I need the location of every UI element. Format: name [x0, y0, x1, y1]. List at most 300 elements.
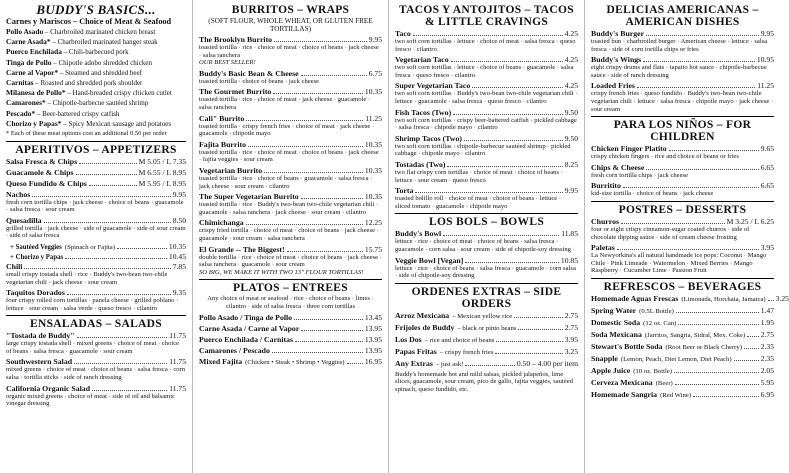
menu-item-name: Loaded Fries [591, 81, 635, 91]
menu-item-desc: toasted tortilla · rice · choice of meat · choice of beans · jack cheese · fajita veggies · sour cream [199, 148, 379, 164]
dot-leader [294, 313, 363, 320]
menu-item [199, 218, 382, 242]
menu-item-name: Veggie Bowl [Vegan] [395, 255, 464, 265]
menu-item-name: Soda Mexicana [591, 329, 642, 339]
menu-item-line [6, 357, 186, 366]
menu-item-note: (Limonada, Horchata, Jamaica) [681, 295, 766, 303]
menu-item [395, 229, 578, 253]
dot-leader [76, 168, 137, 175]
menu-item-line [199, 218, 382, 227]
menu-item [591, 181, 774, 198]
menu-item-name: Puerco Enchilada / Carnitas [199, 335, 294, 345]
menu-item-name: Chicken Finger Platito [591, 144, 667, 154]
dot-leader [693, 390, 759, 397]
beverages-title: REFRESCOS – BEVERAGES [603, 280, 762, 293]
menu-item-price: 10.35 [364, 165, 382, 175]
menu-item-name: Shrimp Tacos (Two) [395, 133, 463, 143]
menu-item-line [591, 366, 774, 376]
basics-list [6, 27, 186, 129]
menu-item-name: Domestic Soda [591, 317, 641, 327]
dot-leader [637, 81, 755, 88]
menu-item [199, 313, 382, 322]
dot-leader [248, 140, 363, 147]
divider [395, 213, 578, 214]
menu-item-name: Any Extras [395, 358, 433, 368]
menu-item-price: 11.25 [757, 81, 774, 91]
basics-item [6, 98, 186, 108]
dot-leader [32, 190, 170, 197]
dot-leader [264, 166, 363, 173]
menu-item-name: Homemade Sangria [591, 389, 658, 399]
dot-leader [301, 192, 363, 199]
menu-item-price: 9.50 [564, 133, 578, 143]
menu-item-price: 13.95 [364, 346, 382, 356]
menu-item-price: 16.95 [364, 357, 382, 367]
divider [395, 283, 578, 284]
basics-item-desc: – Spicy Mexican sausage and potatoes [61, 119, 172, 128]
menu-item-line [199, 69, 382, 78]
menu-item-note: OUR BEST SELLER! [199, 59, 256, 67]
menu-item-line [591, 390, 774, 400]
basics-item-name: Tinga de Pollo [6, 57, 52, 67]
menu-item-line [591, 55, 774, 64]
dot-leader [734, 354, 759, 361]
menu-item-line [6, 262, 186, 271]
menu-item-line [591, 243, 774, 252]
dot-leader [79, 157, 136, 164]
dot-leader [24, 262, 170, 269]
menu-item-price: 11.75 [169, 331, 186, 341]
menu-item-desc: mixed greens · choice of meat · choice of beans · salsa fresca · corn salsa · tortilla sticks · side of ranch dressing [6, 366, 186, 382]
menu-item-line [591, 378, 774, 388]
menu-item-note: SO BIG, WE MAKE IT WITH TWO 13" FLOUR TORTILLAS! [199, 268, 364, 276]
menu-item-desc: double tortilla · rice · choice of meat · choice of beans · jack cheese · salsa ranchera · guacamole · sour cream [199, 253, 382, 269]
menu-item-line [591, 181, 774, 190]
menu-item-line [395, 229, 578, 238]
menu-item-desc: toasted tortilla · choice of beans · jack cheese [199, 77, 320, 85]
menu-item [591, 81, 774, 113]
menu-item-note: (Lemon, Peach, Diet Lemon, Diet Peach) [620, 355, 732, 363]
menu-item-name: Papas Fritas [395, 346, 437, 356]
menu-item-name: Vegetarian Taco [395, 55, 449, 65]
menu-item-line [199, 324, 382, 333]
menu-item-price: 0.50 – 4.00 per item [516, 358, 578, 368]
children-list [591, 144, 774, 198]
menu-item-note: (Beer) [655, 379, 673, 387]
salads-title: ENSALADAS – SALADS [30, 318, 162, 331]
menu-item-note: – black or pinto beans [457, 324, 517, 332]
menu-item [199, 69, 382, 86]
dot-leader [646, 163, 758, 170]
divider [199, 279, 382, 280]
dot-leader [89, 179, 137, 186]
menu-item-price: 3.25 [775, 293, 789, 303]
basics-item-name: Carne Asada* [6, 37, 51, 47]
platos-title: PLATOS – ENTREES [233, 282, 348, 295]
menu-item-price: 6.65 [760, 162, 774, 172]
menu-item-line [199, 87, 382, 96]
menu-item-desc: large crispy tostada shell · mixed greens · choice of meat · choice of beans · salsa fresca · guacamole · sour cream [6, 340, 180, 355]
menu-item-name: The Brooklyn Burrito [199, 35, 273, 44]
dot-leader [675, 378, 759, 385]
menu-item-name: Buddy's Burger [591, 29, 645, 38]
basics-item-name: Carnitas [6, 78, 34, 88]
dot-leader [347, 357, 363, 364]
dot-leader [447, 160, 562, 167]
menu-item-line [591, 306, 774, 316]
menu-item [395, 323, 578, 333]
dot-leader [44, 216, 171, 223]
dot-leader [92, 384, 167, 391]
menu-item [6, 262, 186, 286]
dot-leader [676, 306, 759, 313]
menu-item-price: 9.95 [760, 29, 774, 38]
menu-item [591, 366, 774, 376]
menu-item-name: Taco [395, 29, 411, 38]
menu-item-line [199, 335, 382, 344]
menu-item-price: 6.65 [760, 181, 774, 191]
dot-leader [272, 346, 363, 353]
menu-item-line [591, 163, 774, 172]
dot-leader [678, 318, 758, 325]
menu-item-desc: toasted bolillo roll · choice of meat · choice of beans · lettuce · sliced tomato · guacamole · chipotle mayo [395, 195, 562, 210]
menu-item-line [6, 288, 186, 297]
menu-item-name: Chips & Cheese [591, 162, 645, 172]
quesadilla-addon [6, 242, 186, 252]
menu-item-note: – Mexican yellow rice [452, 312, 513, 320]
menu-item-name: Cerveza Mexicana [591, 377, 653, 387]
basics-item-desc: – Chipotle adobo shredded chicken [51, 58, 152, 67]
menu-item-name: Pollo Asado / Tinga de Pollo [199, 313, 293, 323]
menu-item-line [199, 140, 382, 149]
basics-item-name: Puerco Enchilada [6, 47, 62, 57]
menu-item [6, 157, 186, 166]
basics-item [6, 47, 186, 57]
menu-item [395, 186, 578, 210]
menu-item-name: Torta [395, 186, 414, 196]
menu-item-price: 10.85 [560, 255, 578, 265]
menu-item-desc: fresh corn tortilla chips · jack cheese · choice of beans · guacamole · salsa fresca · sour cream [6, 198, 184, 214]
menu-item-name: Quesadilla [6, 215, 42, 225]
basics-item [6, 119, 186, 129]
menu-item-desc: two soft corn tortillas · Buddy's two-bean two-chile vegetarian chili · lettuce · guacamole · salsa fresca · queso fresco · cilantro [395, 90, 578, 105]
menu-item-line [199, 192, 382, 201]
menu-item-line [199, 114, 382, 123]
menu-item-desc: kid-size tortilla · choice of beans · jack cheese [591, 190, 714, 198]
divider [6, 315, 186, 316]
dot-leader [747, 330, 759, 337]
menu-item-note: (Chicken • Steak • Shrimp • Veggies) [245, 359, 345, 367]
beverages-list [591, 293, 789, 400]
menu-item-desc: toasted tortilla · crispy french fries · choice of meat · jack cheese · guacamole · chipotle mayo [199, 122, 375, 138]
dot-leader [301, 324, 363, 331]
menu-item-note: (Root Beer or Black Cherry) [665, 343, 742, 351]
bowls-title: LOS BOLS – BOWLS [428, 216, 545, 229]
menu-item-note: (Red Wine) [660, 391, 692, 399]
menu-item-line [591, 29, 774, 38]
menu-item-line [6, 216, 186, 225]
dot-leader [415, 186, 562, 193]
basics-item [6, 88, 186, 98]
menu-item-line [395, 186, 578, 195]
menu-item-name: Fish Tacos (Two) [395, 107, 452, 117]
menu-item-price: M 3.25 / L 6.25 [726, 216, 774, 226]
basics-item-desc: – Roasted and shredded pork shoulder [33, 79, 143, 88]
menu-item-price: 12.25 [364, 218, 382, 228]
menu-item [395, 108, 578, 132]
menu-item-price: 11.25 [365, 113, 382, 123]
menu-item-line [395, 359, 578, 369]
menu-item-price: 6.95 [760, 389, 774, 399]
menu-item-note: – just ask! [435, 360, 464, 368]
menu-item-line [199, 313, 382, 322]
divider [591, 201, 774, 202]
menu-item-name: Homemade Aguas Frescas [591, 293, 679, 303]
dot-leader [674, 366, 759, 373]
basics-item [6, 68, 186, 78]
dot-leader [246, 218, 363, 225]
menu-item-name: Vegetarian Burrito [199, 165, 263, 175]
menu-item-name: Southwestern Salad [6, 357, 73, 367]
sides-title: ORDENES EXTRAS – SIDE ORDERS [411, 285, 562, 310]
appetizers-list [6, 157, 186, 240]
menu-item [199, 114, 382, 138]
menu-item-name: Super Vegetarian Taco [395, 81, 471, 91]
menu-item-price: 2.75 [564, 310, 578, 320]
basics-item [6, 109, 186, 119]
menu-item-price: 1.95 [760, 317, 774, 327]
menu-item-price: 9.95 [368, 35, 382, 44]
menu-item-price: 2.75 [760, 329, 774, 339]
menu-item-name: The Super Vegetarian Burrito [199, 192, 299, 202]
basics-heading: Carnes y Mariscos – Choice of Meat & Seafood [6, 17, 172, 26]
basics-item-name: Pescado* [6, 108, 36, 118]
menu-item-name: Nachos [6, 189, 31, 199]
appetizers-list-2 [6, 262, 186, 312]
tacos-list [395, 29, 578, 210]
menu-item-price: 2.05 [760, 365, 774, 375]
menu-item-line [199, 346, 382, 355]
menu-item-price: 11.75 [169, 357, 186, 367]
menu-item-line [395, 29, 578, 38]
menu-item-desc: La Newyorkina's all natural handmade ice pops: Coconut · Mango Chile · Pink Limeade · Watermelon · Mixed Berries · Mango Raspberry · Cucumber Lime · Passion Fruit [591, 252, 767, 275]
menu-item [591, 163, 774, 180]
menu-item-desc: crispy french fries · queso fundido · Buddy's two-bean two-chile vegetarian chili · lettuce · salsa fresca · chipotle mayo · jack cheese · sour cream [591, 90, 774, 113]
dot-leader [744, 342, 759, 349]
menu-item-price: 15.75 [364, 244, 382, 254]
menu-item-desc: two soft corn tortillas · lettuce · choice of beans · guacamole · salsa fresca · queso fresco · cilantro [395, 64, 574, 79]
menu-item-name: Chimichanga [199, 218, 244, 228]
menu-item [6, 168, 186, 177]
menu-item [591, 390, 774, 400]
menu-item-name: Cali" Burrito [199, 113, 245, 123]
menu-item [199, 335, 382, 344]
menu-item-line [6, 157, 186, 166]
menu-item-name: Arroz Mexicana [395, 310, 450, 320]
menu-item-line [591, 217, 774, 226]
basics-item [6, 78, 186, 88]
menu-item-price: M 5.95 / L 8.95 [138, 178, 186, 188]
menu-item [199, 357, 382, 367]
menu-item-price: 3.95 [760, 243, 774, 253]
menu-item [6, 384, 186, 408]
menu-item [591, 144, 774, 161]
burritos-title: BURRITOS – WRAPS [231, 4, 350, 16]
menu-item-line [6, 168, 186, 177]
menu-column-1 [0, 0, 193, 473]
menu-item [395, 347, 578, 357]
menu-item-name: California Organic Salad [6, 383, 91, 393]
quesadilla-addons [6, 242, 186, 262]
salads-list [6, 331, 186, 408]
menu-item [395, 81, 578, 105]
menu-item-line [591, 330, 774, 340]
menu-item-price: 13.95 [364, 335, 382, 345]
menu-item [591, 378, 774, 388]
menu-item-name: "Tostada de Buddy" [6, 331, 75, 341]
menu-item-name: Camarones / Pescado [199, 346, 270, 356]
dot-leader [413, 29, 563, 36]
menu-item-line [591, 144, 774, 153]
menu-item-price: 11.85 [561, 229, 578, 239]
dot-leader [287, 245, 363, 252]
menu-item [591, 342, 774, 352]
menu-item [199, 87, 382, 111]
menu-item-desc: two soft corn tortillas · crispy beer-battered catfish · pickled cabbage · salsa fresca · chipotle mayo · cilantro [395, 116, 577, 132]
menu-item-desc: crispy fried tortilla · choice of meat · choice of beans · jack cheese · guacamole · sour cream · salsa ranchera [199, 227, 379, 242]
menu-item-price: 3.25 [564, 346, 578, 356]
menu-item-price: 9.65 [760, 144, 774, 154]
menu-item [591, 243, 774, 275]
dot-leader [453, 108, 563, 115]
menu-item-name: El Grande -- The Biggest! [199, 244, 285, 254]
dot-leader [274, 35, 367, 42]
menu-item-desc: toasted tortilla · rice · choice of meat · choice of beans · jack cheese · salsa ranchera [199, 44, 379, 59]
menu-item-line [591, 342, 774, 352]
menu-item-price: 10.35 [364, 139, 382, 149]
menu-item-name: Carne Asada / Carne al Vapor [199, 324, 300, 334]
dot-leader [273, 87, 363, 94]
menu-item-price: 4.25 [564, 55, 578, 65]
dot-leader [77, 331, 168, 338]
menu-item-line [199, 35, 382, 44]
menu-item-name: The Gourmet Burrito [199, 87, 272, 97]
menu-item-price: 13.45 [364, 313, 382, 323]
dot-leader [768, 294, 774, 301]
menu-item-line [199, 166, 382, 175]
basics-item-desc: – Chili-barbecued pork [61, 48, 129, 57]
menu-item [199, 192, 382, 216]
menu-item-line [395, 81, 578, 90]
menu-item-line [395, 335, 578, 345]
menu-item-name: Stewart's Bottle Soda [591, 341, 663, 351]
basics-item-desc: – Beer-battered crispy catfish [35, 109, 120, 118]
menu-item-price: 9.95 [172, 189, 186, 199]
menu-item-desc: toasted tortilla · rice · choice of meat · jack cheese · guacamole · salsa ranchera [199, 96, 371, 111]
menu-item-name: Guacamole & Chips [6, 167, 74, 177]
dot-leader [295, 335, 363, 342]
menu-item-note: – rice and choice of beans [424, 336, 495, 344]
menu-item-name: Apple Juice [591, 365, 631, 375]
menu-item-name: Salsa Fresca & Chips [6, 156, 78, 166]
menu-item-line [6, 384, 186, 393]
menu-item-name: Los Dos [395, 334, 422, 344]
menu-item-note: (10 oz. Bottle) [633, 367, 673, 375]
dot-leader [646, 29, 759, 36]
menu-item [395, 29, 578, 53]
menu-item-price: 8.25 [564, 159, 578, 169]
menu-item-price: 9.35 [172, 288, 186, 298]
menu-item-desc: grilled tortilla · jack cheese · side of guacamole · side of sour cream · side of salsa fresca [6, 224, 186, 240]
menu-item-desc: four crispy rolled corn tortillas · panela cheese · grilled poblano · lettuce · sour cream · salsa verde · queso fresco · cilantro [6, 297, 179, 312]
menu-column-3 [389, 0, 585, 473]
menu-item-name: Churros [591, 216, 620, 226]
menu-item-line [591, 318, 774, 328]
dot-leader [518, 323, 562, 330]
menu-item-price: 5.95 [760, 377, 774, 387]
menu-item [199, 166, 382, 190]
menu-item-desc: two soft corn tortillas · lettuce · choice of meat · salsa fresca · queso fresco · cilantro [395, 38, 576, 53]
basics-item-desc: – Charbroiled marinated hanger steak [50, 38, 158, 47]
basics-item-name: Chorizo y Papas* [6, 118, 62, 128]
menu-item-desc: fresh corn tortilla chips · jack cheese [591, 171, 689, 179]
menu-item-price: M 5.05 / L 7.35 [138, 156, 186, 166]
menu-item-desc: lettuce · rice · choice of meat · choice of beans · salsa fresca · guacamole · corn salsa · sour cream · side of chipotle-soy dressing [395, 238, 571, 253]
dot-leader [623, 181, 759, 188]
menu-item [6, 179, 186, 188]
menu-item-desc: toasted bun · charbroiled burger · American cheese · lettuce · salsa fresca · side of corn tortilla chips or fries [591, 38, 768, 53]
menu-item [395, 311, 578, 321]
addon-price: 10.45 [168, 251, 186, 261]
menu-item-note: (Jarritos, Sangria, Sidral, Mex. Coke) [644, 331, 746, 339]
dot-leader [669, 144, 759, 151]
menu-item-desc: eight crispy drums and flats · tapatio hot sauce · chipotle-barbecue sauce · side of ranch dressing [591, 64, 767, 79]
menu-item-desc: crispy chicken fingers · rice and choice of beans or fries [591, 153, 739, 161]
bowls-list [395, 229, 578, 279]
menu-item-line [199, 245, 382, 254]
menu-item-name: Tostadas (Two) [395, 159, 446, 169]
dot-leader [621, 217, 725, 224]
basics-item-name: Carne al Vapor* [6, 67, 59, 77]
menu-item-line [395, 311, 578, 321]
menu-item-note: (12 oz. Can) [643, 319, 677, 327]
menu-column-2 [193, 0, 389, 473]
dot-leader [246, 114, 363, 121]
menu-item-note: – crispy french fries [439, 348, 494, 356]
menu-item-name: Queso Fundido & Chips [6, 178, 87, 188]
menu-item-line [6, 179, 186, 188]
menu-item-desc: two soft corn tortillas · chipotle-barbecue sautéed shrimp · pickled cabbage · chipotle mayo · cilantro [395, 142, 571, 158]
menu-item-line [591, 293, 789, 304]
addon-price: 10.35 [168, 241, 186, 251]
menu-item-price: 7.85 [172, 261, 186, 271]
menu-item-desc: toasted tortilla · rice · choice of beans · guacamole · salsa fresca · jack cheese · sour cream · cilantro [199, 174, 373, 190]
menu-item-line [6, 331, 186, 340]
menu-item-price: 2.35 [760, 341, 774, 351]
menu-item-desc: four or eight crispy cinnamon-sugar coated churros · side of chocolate dipping sauce · side of cream cheese frosting [591, 225, 750, 241]
burritos-list [199, 35, 382, 276]
menu-item-price: 2.75 [564, 322, 578, 332]
basics-item-desc: – Charbroiled marinated chicken breast [43, 28, 156, 36]
menu-item-desc: organic mixed greens · choice of meat · side of oil and balsamic vinegar dressing [6, 392, 176, 408]
menu-item-price: 9.95 [564, 186, 578, 196]
dot-leader [443, 229, 559, 236]
divider [591, 278, 774, 279]
appetizers-title: APERITIVOS – APPETIZERS [15, 143, 177, 156]
menu-item [199, 140, 382, 164]
menu-item-price: 9.50 [564, 107, 578, 117]
menu-item-price: 4.25 [564, 81, 578, 91]
